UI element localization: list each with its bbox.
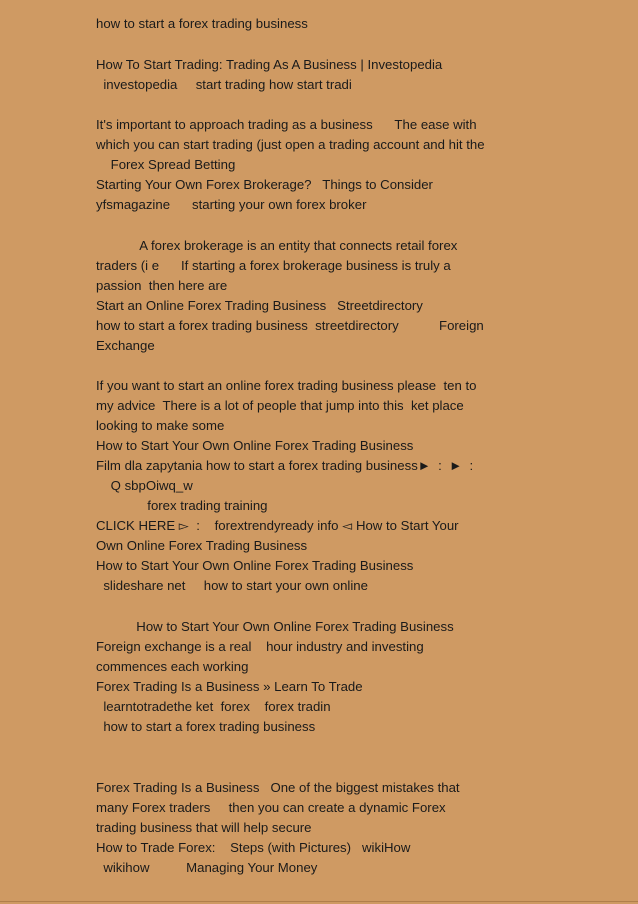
- text-line: commences each working: [96, 659, 249, 674]
- text-line: Start an Online Forex Trading Business Streetdirectory: [96, 298, 423, 313]
- text-line: Film dla zapytania how to start a forex trading business► : ► :: [96, 458, 474, 473]
- text-line: CLICK HERE ▻ : forextrendyready info ◅ How to Start Your: [96, 518, 459, 533]
- text-line: Forex Trading Is a Business » Learn To Trade: [96, 679, 363, 694]
- text-line: If you want to start an online forex trading business please ten to: [96, 378, 477, 393]
- text-line: how to start a forex trading business streetdirectory Foreign: [96, 318, 484, 333]
- text-line: How to Trade Forex: Steps (with Pictures) wikiHow: [96, 840, 411, 855]
- text-line: looking to make some: [96, 418, 225, 433]
- text-line: How To Start Trading: Trading As A Business | Investopedia: [96, 57, 443, 72]
- text-line: trading business that will help secure: [96, 820, 312, 835]
- text-line: how to start a forex trading business: [96, 719, 316, 734]
- text-line: Foreign exchange is a real hour industry and investing: [96, 639, 424, 654]
- text-line: forex trading training: [96, 498, 268, 513]
- text-line: passion then here are: [96, 278, 228, 293]
- text-line: investopedia start trading how start tradi: [96, 77, 352, 92]
- text-line: yfsmagazine starting your own forex broker: [96, 197, 367, 212]
- text-line: Exchange: [96, 338, 155, 353]
- page-bottom-divider: [0, 901, 638, 902]
- text-line: Forex Trading Is a Business One of the biggest mistakes that: [96, 780, 460, 795]
- text-line: which you can start trading (just open a trading account and hit the: [96, 137, 485, 152]
- text-line: slideshare net how to start your own online: [96, 578, 368, 593]
- text-line: Own Online Forex Trading Business: [96, 538, 308, 553]
- text-line: traders (i e If starting a forex brokerage business is truly a: [96, 258, 451, 273]
- text-line: Forex Spread Betting: [96, 157, 236, 172]
- text-line: How to Start Your Own Online Forex Trading Business: [96, 438, 414, 453]
- text-line: How to Start Your Own Online Forex Trading Business: [96, 619, 454, 634]
- text-line: Q sbpOiwq_w: [96, 478, 193, 493]
- text-line: my advice There is a lot of people that jump into this ket place: [96, 398, 464, 413]
- text-line: wikihow Managing Your Money: [96, 860, 318, 875]
- text-line: many Forex traders then you can create a dynamic Forex: [96, 800, 446, 815]
- text-line: How to Start Your Own Online Forex Trading Business: [96, 558, 414, 573]
- text-line: how to start a forex trading business: [96, 16, 308, 31]
- text-line: Starting Your Own Forex Brokerage? Things to Consider: [96, 177, 433, 192]
- text-line: A forex brokerage is an entity that connects retail forex: [96, 238, 458, 253]
- text-line: learntotradethe ket forex forex tradin: [96, 699, 331, 714]
- text-line: It's important to approach trading as a business The ease with: [96, 117, 477, 132]
